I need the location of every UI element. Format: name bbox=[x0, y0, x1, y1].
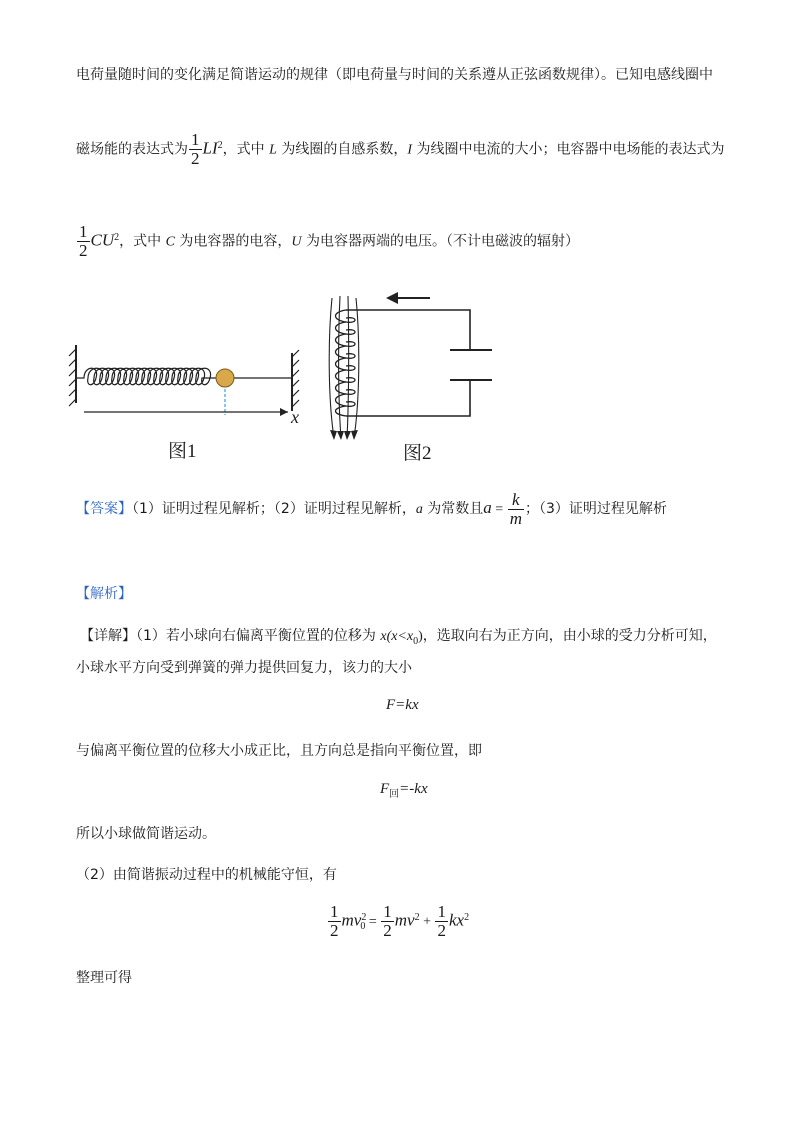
figure-2-label: 图2 bbox=[403, 443, 432, 464]
x-axis-label: x bbox=[291, 407, 299, 427]
figure-1-label: 图1 bbox=[168, 441, 197, 462]
fraction-half: $\frac{1}{2}$ bbox=[191, 130, 200, 169]
left-wall-hatch bbox=[69, 349, 76, 406]
figure-2-lc-circuit bbox=[322, 288, 502, 448]
wire-bottom bbox=[346, 380, 470, 416]
spring bbox=[76, 368, 216, 385]
equation-energy-conservation: $\frac{1}{2}$ $mv^2_0$ = $\frac{1}{2}$ $mv^2$ + $\frac{1}{2}$ $kx^2$ bbox=[330, 902, 470, 941]
fraction-half: $\frac{1}{2}$ bbox=[79, 222, 88, 261]
answer-line: 【答案】（1）证明过程见解析；（2）证明过程见解析，a 为常数且a = $\frac{k}{m}$ ；（3）证明过程见解析 bbox=[76, 489, 667, 528]
text-line-1: 电荷量随时间的变化满足简谐运动的规律（即电荷量与时间的关系遵从正弦函数规律）。已知电感线圈中 bbox=[76, 67, 713, 83]
detail-line-1: 【详解】（1）若小球向右偏离平衡位置的位移为 $x(x<x_0)$，选取向右为正方向，由小球的受力分析可知， bbox=[80, 628, 717, 647]
detail-line-3: 与偏离平衡位置的位移大小成正比，且方向总是指向平衡位置，即 bbox=[76, 743, 482, 759]
detail-line-2: 小球水平方向受到弹簧的弹力提供回复力，该力的大小 bbox=[76, 660, 412, 676]
field-arrows bbox=[330, 430, 358, 440]
right-wall-hatch bbox=[292, 350, 299, 407]
equation-f-kx: F=kx bbox=[386, 697, 419, 713]
ball bbox=[216, 369, 234, 387]
text-line-3: $\frac{1}{2}$ $CU^2$，式中 C 为电容器的电容，U 为电容器两端的电压。（不计电磁波的辐射） bbox=[79, 222, 579, 261]
fraction-k-over-m: $\frac{k}{m}$ bbox=[509, 489, 522, 528]
x-axis-arrow bbox=[280, 408, 288, 416]
answer-tag: 【答案】 bbox=[76, 501, 132, 517]
analysis-tag: 【解析】 bbox=[76, 586, 132, 602]
current-arrow-head bbox=[386, 292, 398, 304]
text-line-2: 磁场能的表达式为 $\frac{1}{2}$ $LI^2$，式中 L 为线圈的自感系数，I 为线圈中电流的大小；电容器中电场能的表达式为 bbox=[76, 130, 725, 169]
detail-line-5: （2）由简谐振动过程中的机械能守恒，有 bbox=[76, 867, 337, 883]
detail-line-4: 所以小球做简谐运动。 bbox=[76, 826, 216, 842]
wire-top bbox=[346, 310, 470, 350]
equation-restoring-force: $F_回=-kx$ bbox=[380, 781, 428, 800]
detail-line-6: 整理可得 bbox=[76, 970, 132, 986]
